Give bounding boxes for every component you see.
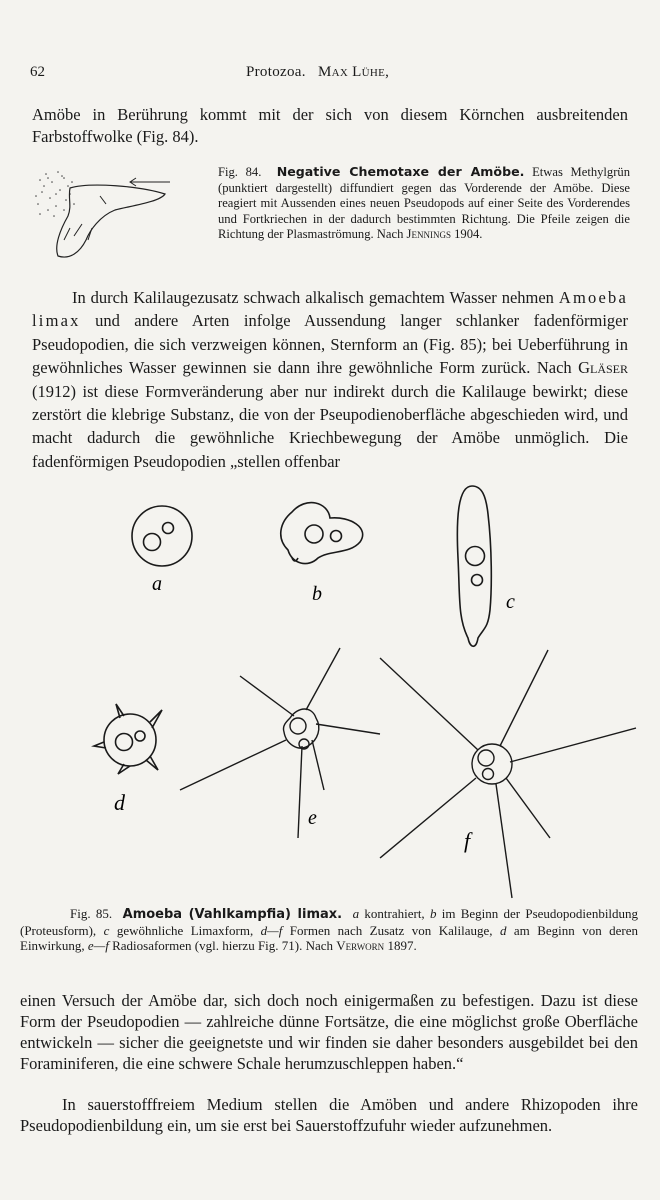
- fig85-b-text: im Beginn der Pseudopodienbildung (Proteusform),: [20, 906, 639, 938]
- figure-84-caption: [218, 164, 630, 243]
- fig84-author: Jennings: [406, 227, 451, 242]
- fig85-label: Fig. 85.: [70, 906, 113, 921]
- fig84-title: Negative Chemotaxe der Amöbe.: [276, 164, 525, 179]
- amoeba-d: [94, 704, 162, 774]
- amoeba-c: [457, 486, 491, 646]
- panel-label-f: f: [464, 828, 471, 853]
- last-paragraph: In sauerstofffreiem Medium stellen die Amöben und andere Rhizopoden ihre Pseudopodienbildung ein, um sie erst bei Sauerstoffzufuhr wieder aufzunehmen.: [20, 1095, 638, 1135]
- main-paragraph: [32, 286, 628, 473]
- fig84-text: Etwas Methylgrün (punktiert dargestellt) diffundiert gegen das Vorderende der Amöbe. Diese reagiert mit Aussenden eines neuen Pseudopods auf einer Seite des Vorderendes und Fortkriechen in der dadurch bestimmten Richtung. Die Pfeile zeigen die Richtung der Plasmaströmung. Nach: [218, 165, 631, 242]
- running-author: Max Lühe,: [317, 64, 390, 80]
- main-text-3: (1912) ist diese Formveränderung aber nur indirekt durch die Kalilauge bewirkt; diese zerstört die klebrige Substanz, die von der Pseupodienoberfläche abgeschieden wird, und macht dadurch die gewöhnliche Kriechbewegung der Amöbe unmöglich. Die fadenförmigen Pseudopodien „stellen offenbar: [32, 381, 628, 471]
- panel-label-e: e: [308, 807, 317, 829]
- fig85-title: Amoeba (Vahlkampfia) limax.: [122, 907, 343, 922]
- running-title: [246, 64, 389, 81]
- amoeba-b: [281, 503, 363, 564]
- cited-author: Gläser: [578, 358, 628, 378]
- fig85-d-text: am Beginn von deren Einwirkung,: [20, 922, 639, 953]
- running-title-text: Protozoa.: [246, 64, 306, 80]
- fig85-df: d—f: [260, 922, 283, 938]
- fig84-year: 1904.: [454, 227, 483, 242]
- amoeba-f: [380, 650, 636, 898]
- figure-85-illustration: [80, 478, 640, 908]
- fig85-b: b: [429, 906, 437, 921]
- fig85-a: a: [352, 906, 360, 921]
- fig85-df-text: Formen nach Zusatz von Kalilauge,: [289, 922, 493, 938]
- fig85-year: 1897.: [387, 938, 417, 953]
- continuation-paragraph: einen Versuch der Amöbe dar, sich doch noch einigermaßen zu befestigen. Dazu ist diese Form der Pseudopodien — zahlreiche dünne Fortsätze, die eine möglichst große Oberfläche entwickeln — sicher die geeignetste und wir finden sie daher besonders ausgebildet bei den Foraminiferen, die eine schwere Schale herumzuschleppen haben.“: [20, 991, 638, 1073]
- main-text-2: und andere Arten infolge Aussendung langer schlanker fadenförmiger Pseudopodien, die sich verzweigen können, Sternform an (Fig. 85); bei Ueberführung in gewöhnliches Wasser gewinnen sie dann ihre gewöhnliche Form zurück. Nach: [32, 311, 628, 378]
- fig85-author: Verworn: [336, 938, 385, 953]
- amoeba-e: [180, 648, 380, 838]
- fig85-ef: e—f: [87, 938, 109, 953]
- fig84-label: Fig. 84.: [218, 165, 262, 179]
- species-name: Amoeba limax: [32, 288, 628, 331]
- fig85-d: d: [499, 922, 507, 938]
- panel-label-c: c: [506, 591, 515, 613]
- panel-label-a: a: [152, 573, 162, 595]
- main-text-1: In durch Kalilaugezusatz schwach alkalisch gemachtem Wasser nehmen: [72, 288, 554, 307]
- intro-paragraph: Amöbe in Berührung kommt mit der sich von diesem Körnchen ausbreitenden Farbstoffwolke (Fig. 84).: [32, 105, 628, 146]
- amoeba-a: [132, 506, 192, 566]
- figure-84-illustration: [30, 168, 200, 278]
- fig85-c: c: [103, 922, 110, 938]
- fig85-c-text: gewöhnliche Limaxform,: [116, 922, 254, 938]
- fig85-ef-text: Radiosaformen (vgl. hierzu Fig. 71). Nach: [112, 938, 334, 953]
- page-number: 62: [30, 64, 45, 80]
- amoeba-outline: [57, 185, 165, 257]
- fig85-a-text: kontrahiert,: [364, 906, 425, 921]
- panel-label-b: b: [312, 583, 322, 605]
- figure-85-caption: [20, 906, 638, 954]
- panel-label-d: d: [114, 790, 125, 815]
- running-header: [30, 64, 620, 86]
